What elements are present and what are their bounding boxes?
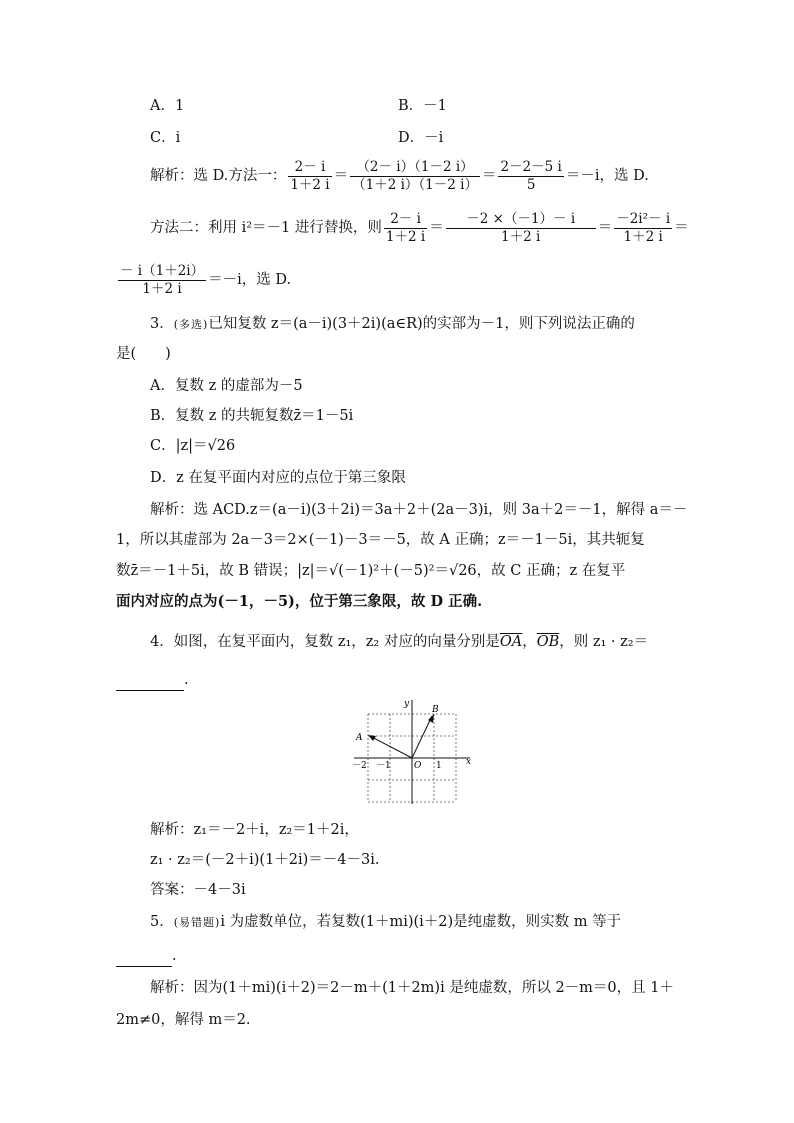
question-4-stem: 4．如图，在复平面内，复数 z₁，z₂ 对应的向量分别是$\overline{OA}$，$\overline{OB}$，则 z₁ · z₂＝ [150, 634, 649, 650]
fraction: $\frac{2- i}{1+2 i}$ [385, 210, 426, 245]
fraction: $\frac{\text{－2i²－ i}}{1+2 i}$ [616, 210, 671, 245]
vector-oa-arrow [370, 736, 412, 758]
vector-ob: $\overline{OB}$ [536, 634, 560, 650]
sqrt-26: √26 [207, 438, 236, 454]
multi-choice-tag: (多选) [173, 318, 209, 331]
tick-1: 1 [436, 761, 442, 771]
option-d: D．－i [398, 130, 444, 146]
question-3-stem: 3．(多选)已知复数 z＝(a－i)(3＋2i)(a∈R)的实部为－1，则下列说法正确的 [150, 316, 635, 332]
blank-line [116, 670, 184, 691]
answer-blank-4: . [116, 670, 189, 691]
question-5-solution-line-2: 2m≠0，解得 m＝2. [116, 1012, 251, 1028]
question-3-solution-line-2: 1，所以其虚部为 2a－3＝2×(－1)－3＝－5，故 A 正确；z＝－1－5i，其共轭复 [116, 532, 645, 548]
solution-method-1: 解析：选 D.方法一： $\frac{2- i}{1+2 i}$ ＝ $\frac{(2- i)(1-2 i)}{(1+2 i)(1-2 i)}$ ＝ $\frac{2-2-5 i}{5}$ ＝－i，选 D. [150, 158, 649, 193]
question-4-solution-line-1: 解析：z₁＝－2＋i，z₂＝1＋2i， [150, 822, 359, 838]
solution-prefix: 解析：选 D.方法一： [150, 168, 287, 184]
fraction: $\frac{-2 \times(-1)- i}{1+2 i}$ [446, 211, 596, 246]
complex-plane-figure [348, 696, 480, 808]
question-5-solution-line-1: 解析：因为(1＋mi)(i＋2)＝2－m＋(1＋2m)i 是纯虚数，所以 2－m＝0，且 1＋ [150, 980, 674, 996]
tick-minus-2: －2 [352, 761, 367, 771]
solution-method-2-cont [116, 260, 291, 300]
blank-line [116, 946, 172, 967]
vector-oa: $\overline{OA}$ [499, 634, 523, 650]
point-a-label: A [356, 733, 363, 743]
question-4-answer: 答案：－4－3i [150, 882, 246, 898]
origin-label: O [414, 761, 422, 771]
question-3-solution-line-3: 数z̄＝－1＋5i，故 B 错误；|z|＝√(－1)²＋(－5)²＝√26，故 C 正确；z 在复平 [116, 563, 626, 579]
question-3-option-a: A．复数 z 的虚部为－5 [150, 378, 303, 394]
question-4-solution-line-2: z₁ · z₂＝(－2＋i)(1＋2i)＝－4－3i. [150, 852, 380, 868]
question-3-solution-line-1: 解析：选 ACD.z＝(a－i)(3＋2i)＝3a＋2＋(2a－3)i，则 3a＋2＝－1，解得 a＝－ [150, 502, 688, 518]
fraction: $\frac{2- i}{1+2 i}$ [290, 158, 330, 193]
fraction: $\frac{(2- i)(1-2 i)}{(1+2 i)(1-2 i)}$ [352, 158, 478, 193]
question-3-option-c: C．|z|＝√26 [150, 438, 236, 454]
question-3-option-b: B．复数 z 的共轭复数z̄＝1－5i [150, 408, 354, 424]
solution-suffix: ＝－i，选 D. [565, 168, 649, 184]
x-label: x [466, 757, 472, 767]
option-c: C．i [150, 130, 181, 146]
question-3-option-d: D．z 在复平面内对应的点位于第三象限 [150, 470, 406, 486]
fraction: $\frac{2-2-5 i}{5}$ [500, 158, 562, 193]
question-3-stem-cont: 是( ) [116, 346, 171, 362]
option-b: B．－1 [398, 98, 447, 114]
solution-method-2: 方法二：利用 i²＝－1 进行替换，则 $\frac{2- i}{1+2 i}$ ＝ $\frac{-2 \times(-1)- i}{1+2 i}$ ＝ $\frac{\text{－2i²－ i}}{1+2 i}$ ＝ [150, 210, 689, 245]
solution-suffix: ＝－i，选 D. [208, 272, 292, 288]
y-label: y [404, 699, 410, 709]
solution-prefix: 方法二：利用 i²＝－1 进行替换，则 [150, 220, 382, 236]
error-prone-tag: (易错题) [173, 916, 221, 929]
vector-ob-arrow [412, 716, 432, 758]
fraction: $\frac{- i(1+2i)}{1+2 i}$ [120, 262, 205, 297]
option-a: A．1 [150, 98, 185, 114]
answer-blank-5: . [116, 946, 177, 967]
point-b-label: B [432, 705, 439, 715]
tick-minus-1: －1 [376, 761, 391, 771]
question-3-solution-line-4: 面内对应的点为(－1，－5)，位于第三象限，故 D 正确. [116, 593, 483, 610]
question-5-stem: 5．(易错题)i 为虚数单位，若复数(1＋mi)(i＋2)是纯虚数，则实数 m 等于 [150, 914, 622, 930]
